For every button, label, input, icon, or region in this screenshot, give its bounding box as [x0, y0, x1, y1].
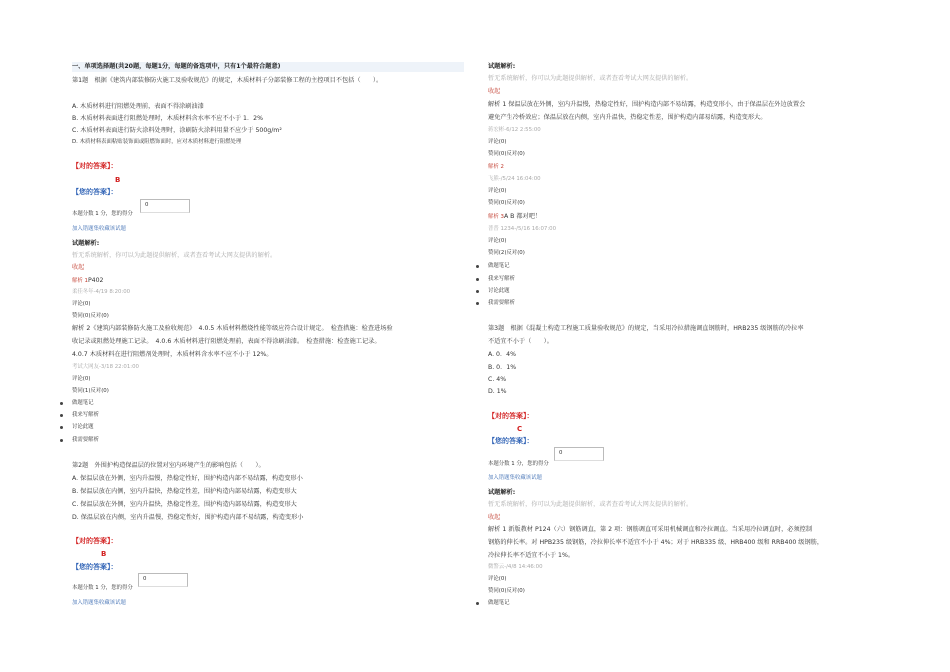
q3-note-1-vote[interactable]: 赞同(0)反对(0) [488, 588, 525, 594]
question-3-stem-line-1: 第3题 根据《混凝土构造工程施工质量验收规范》的规定，当采用冷拉措施调直钢筋时，HRB235 级钢筋的冷拉率 [488, 325, 804, 332]
q2-note-1-line-1: 解析 1 保温层放在外侧，室内升温慢，热稳定性好，围护构造内部不易结露，构造变形小，由于保温层在外边放置会 [488, 101, 806, 108]
q3-note-1-line-2: 钢筋的伸长率。对 HPB235 级钢筋，冷拉伸长率不适宜不小于 4%；对于 HRB335 级、HRB400 级和 RRB400 级钢筋， [488, 539, 824, 546]
q2-note-2-meta: 飞熊-/5/24 16:04:00 [488, 176, 541, 182]
q2-note-3-meta: 普普 1234-/5/16 16:07:00 [488, 226, 557, 232]
q1-option-d: D. 木质材料表面粘贴装饰面或阻燃饰面时，应对木质材料进行阻燃处理 [72, 139, 242, 145]
q1-menu-discuss[interactable]: 讨论此题 [72, 424, 94, 430]
q2-note-2-comment[interactable]: 评论(0) [488, 188, 507, 194]
q2-add-wrongbook-link[interactable]: 加入错题集收藏该试题 [72, 600, 126, 606]
q1-menu-need-analysis[interactable]: 我需要解析 [72, 437, 99, 443]
q3-option-b: B. 0．1% [488, 364, 517, 371]
bullet-icon [60, 426, 63, 429]
bullet-icon [60, 439, 63, 442]
q2-note-1-comment[interactable]: 评论(0) [488, 139, 507, 145]
q2-your-answer-label: 【您的答案】： [72, 563, 118, 571]
q2-note-1-vote[interactable]: 赞同(0)反对(0) [488, 151, 525, 157]
q2-option-b: B. 保温层放在内侧，室内升温快，热稳定性差，围护构造内部易结露，构造变形大 [72, 488, 297, 495]
q1-menu-notes[interactable]: 做题笔记 [72, 400, 94, 406]
q2-note-2-label: 解析 2 [488, 164, 504, 170]
q3-note-1-line-1: 解析 1 新版教材 P124（六）钢筋调直，第 2 项：钢筋调直可采用机械调直和冷拉调直。当采用冷拉调直时，必须控制 [488, 526, 813, 533]
bullet-icon [476, 602, 479, 605]
q3-analysis-title: 试题解析: [488, 489, 516, 496]
q1-note-1-meta: 柔佳冬年-4/19 8:20:00 [72, 289, 131, 295]
q1-correct-answer-value: B [115, 176, 121, 184]
q1-option-a: A. 木质材料进行阻燃处理前，表面不得涂刷油漆 [72, 103, 204, 110]
q2-option-d: D. 保温层放在内侧，室内升温慢，热稳定性好，围护构造内部不易结露，构造变形小 [72, 514, 304, 521]
question-3-stem-line-2: 不适宜不小于（ ）。 [488, 338, 553, 345]
q1-menu-write-analysis[interactable]: 我来写解析 [72, 412, 99, 418]
q3-correct-answer-label: 【对的答案】： [488, 412, 534, 420]
q3-note-1-line-3: 冷拉伸长率不适宜不小于 1%。 [488, 552, 575, 559]
q1-note-2-comment[interactable]: 评论(0) [72, 376, 91, 382]
q2-score-text: 本题分数 1 分，您的得分 [72, 585, 133, 591]
bullet-icon [60, 402, 63, 405]
q2-analysis-title: 试题解析: [488, 63, 516, 70]
q1-add-wrongbook-link[interactable]: 加入错题集收藏该试题 [72, 226, 126, 232]
q3-option-a: A. 0．4% [488, 351, 516, 358]
q1-analysis-title: 试题解析: [72, 240, 100, 247]
q1-correct-answer-label: 【对的答案】： [72, 162, 118, 170]
q3-score-text: 本题分数 1 分，您的得分 [488, 461, 549, 467]
q1-collapse-link[interactable]: 收起 [72, 264, 85, 271]
q1-note-2-meta: 考试大网友-3/18 22:01:00 [72, 364, 139, 370]
q1-note-1-vote[interactable]: 赞同(0)反对(0) [72, 313, 109, 319]
q3-menu-notes[interactable]: 做题笔记 [488, 600, 510, 606]
q2-note-3: 解析 3A B 都对吧！ [488, 213, 542, 220]
bullet-icon [60, 414, 63, 417]
bullet-icon [476, 265, 479, 268]
q2-analysis-text: 暂无系统解析，你可以为此题提供解析，或者查看考试大网友提供的解析。 [488, 75, 693, 82]
q2-collapse-link[interactable]: 收起 [488, 88, 501, 95]
q1-note-2-line-2: 收记录或阻燃处理施工记录。 4.0.6 木质材料进行阻燃处理前，表面不得涂刷油漆。 检查措施：检查施工记录。 [72, 338, 381, 345]
question-2-stem: 第2题 外围护构造保温层的位置对室内环境产生的影响包括（ ）。 [72, 462, 265, 469]
q2-menu-write-analysis[interactable]: 我来写解析 [488, 276, 515, 282]
q3-note-1-comment[interactable]: 评论(0) [488, 576, 507, 582]
q1-your-answer-label: 【您的答案】： [72, 188, 118, 196]
q3-your-answer-label: 【您的答案】： [488, 437, 534, 445]
q2-correct-answer-label: 【对的答案】： [72, 537, 118, 545]
bullet-icon [476, 290, 479, 293]
q2-note-3-vote[interactable]: 赞同(2)反对(0) [488, 250, 525, 256]
q1-note-1-comment[interactable]: 评论(0) [72, 301, 91, 307]
q3-option-d: D. 1% [488, 388, 507, 395]
q1-note-2-vote[interactable]: 赞同(1)反对(0) [72, 388, 109, 394]
q2-note-1-meta: 蒋宏彬-6/12 2:55:00 [488, 127, 541, 133]
q1-note-2-line-3: 4.0.7 木质材料在进行阻燃剂处理时，木质材料含水率不应不小于 12%。 [72, 351, 273, 358]
section-title: 一、单项选择题(共20题，每题1分，每题的备选项中，只有1个最符合题意) [72, 63, 281, 70]
question-1-stem: 第1题 根据《建筑内部装修防火施工及验收规范》的规定，木质材料子分部装修工程的主控项目不包括（ ）。 [72, 77, 383, 84]
q3-correct-answer-value: C [517, 425, 523, 433]
q1-score-text: 本题分数 1 分，您的得分 [72, 211, 133, 217]
q3-collapse-link[interactable]: 收起 [488, 514, 501, 521]
q1-option-c: C. 木质材料表面进行防火涂料处理时，涂刷防火涂料用量不应少于 500g/m² [72, 127, 282, 134]
q1-score-input[interactable]: 0 [140, 199, 190, 213]
q2-correct-answer-value: B [101, 550, 107, 558]
q3-add-wrongbook-link[interactable]: 加入错题集收藏该试题 [488, 475, 542, 481]
q2-menu-need-analysis[interactable]: 我需要解析 [488, 300, 515, 306]
q1-analysis-text: 暂无系统解析，你可以为此题提供解析，或者查看考试大网友提供的解析。 [72, 252, 277, 259]
q2-menu-discuss[interactable]: 讨论此题 [488, 288, 510, 294]
q2-option-c: C. 保温层放在外侧，室内升温快，热稳定性差，围护构造内部易结露，构造变形大 [72, 501, 297, 508]
q3-note-1-meta: 微警云-/4/8 14:46:00 [488, 564, 543, 570]
q2-note-1-line-2: 避免产生冷桥效应；保温层放在内侧，室内升温快，热稳定性差，围护构造内部易结露，构造变形大。 [488, 114, 767, 121]
q3-score-input[interactable]: 0 [554, 447, 604, 461]
q2-note-2-vote[interactable]: 赞同(0)反对(0) [488, 200, 525, 206]
bullet-icon [476, 302, 479, 305]
q1-note-2-line-1: 解析 2《建筑内部装修防火施工及验收规范》 4.0.5 木质材料燃烧性能等级应符合设计规定。 检查措施：检查进场验 [72, 325, 393, 332]
q1-note-1: 解析 1P402 [72, 277, 104, 284]
q3-option-c: C. 4% [488, 376, 507, 383]
q2-note-3-comment[interactable]: 评论(0) [488, 238, 507, 244]
q2-menu-notes[interactable]: 做题笔记 [488, 263, 510, 269]
bullet-icon [476, 278, 479, 281]
q2-option-a: A. 保温层放在外侧，室内升温慢，热稳定性好，围护构造内部不易结露，构造变形小 [72, 475, 303, 482]
q3-analysis-text: 暂无系统解析，你可以为此题提供解析，或者查看考试大网友提供的解析。 [488, 501, 693, 508]
q2-score-input[interactable]: 0 [138, 573, 188, 587]
q1-option-b: B. 木质材料表面进行阻燃处理时，木质材料含水率不应不小于 1．2% [72, 115, 263, 122]
